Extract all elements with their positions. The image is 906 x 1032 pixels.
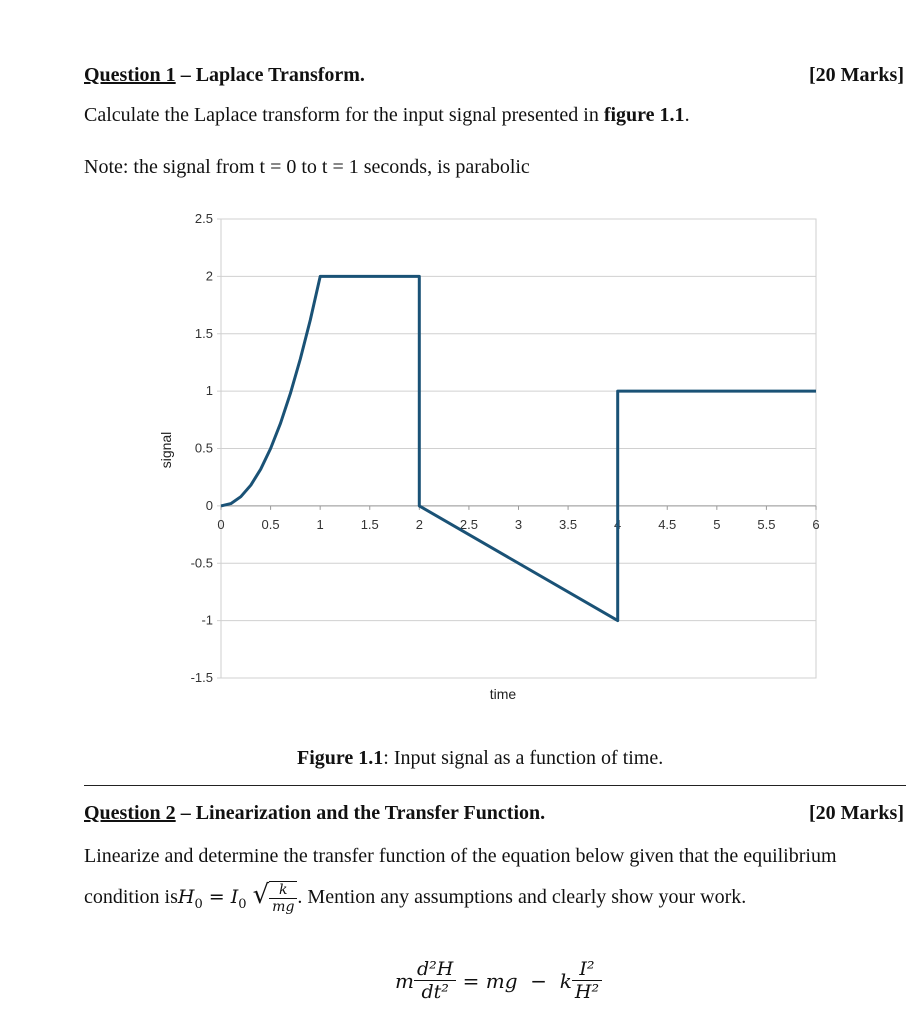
cond-rhs-sub: 0 [238,896,247,912]
y-tick-label: 0 [205,497,213,513]
signal-chart [140,205,840,715]
x-tick-label: 0 [217,516,225,532]
cond-rhs: I [230,886,239,908]
sqrt-symbol: √ [252,880,270,910]
q1-instruction [84,104,690,127]
y-tick-label: -1 [201,612,213,628]
cond-frac-num: k [269,882,297,899]
y-tick-label: 2 [205,268,213,284]
q1-marks: [20 Marks] [809,64,904,86]
q1-number: Question 1 [84,64,176,86]
figure-caption-text: : Input signal as a function of time. [383,747,664,769]
x-tick-label: 0.5 [261,516,280,532]
q2-line2-post: . Mention any assumptions and clearly show your work. [297,886,747,908]
x-tick-label: 5.5 [757,516,776,532]
x-tick-label: 4.5 [658,516,677,532]
q1-instruction-post: . [684,104,690,126]
eq-fraction-1 [414,958,456,1003]
eq-frac1-num: d²H [414,958,456,981]
x-tick-label: 3.5 [559,516,578,532]
q1-note: Note: the signal from t = 0 to t = 1 seconds, is parabolic [84,156,530,178]
y-tick-label: 1 [205,383,213,399]
q2-line2-pre: condition is [84,886,178,908]
y-tick-label: 2.5 [194,211,213,226]
x-tick-label: 1 [316,516,324,532]
q1-instruction-pre: Calculate the Laplace transform for the input signal presented in [84,104,604,126]
q1-title: – Laplace Transform. [175,64,365,86]
q2-line1: Linearize and determine the transfer function of the equation below given that the equilibrium [84,845,837,867]
main-equation [395,958,602,1003]
q1-heading [84,64,365,87]
equilibrium-condition [178,880,298,915]
y-tick-label: 0.5 [194,440,213,456]
eq-frac2-den: H² [574,981,600,1003]
cond-lhs-sub: 0 [194,896,203,912]
x-tick-label: 4 [614,516,622,532]
y-tick-label: -0.5 [190,555,213,571]
eq-frac1-den: dt² [421,981,449,1003]
figure-caption-label: Figure 1.1 [297,747,384,769]
chart-grid [217,219,816,678]
x-tick-label: 2 [415,516,423,532]
y-tick-label: 1.5 [194,325,213,341]
cond-fraction [269,881,297,915]
x-axis-title: time [489,686,517,702]
x-tick-label: 6 [812,516,820,532]
q1-figure-ref: figure 1.1 [603,104,685,126]
eq-fraction-2 [572,958,602,1003]
q2-line2 [84,880,746,915]
y-tick-label: -1.5 [190,670,213,685]
x-tick-label: 2.5 [459,516,478,532]
cond-eq: = [202,886,231,908]
x-tick-label: 1.5 [360,516,379,532]
q2-marks: [20 Marks] [809,802,904,824]
figure-caption [297,747,663,770]
q2-heading [84,802,545,825]
eq-m: m [395,968,414,993]
q2-title: – Linearization and the Transfer Function. [175,802,546,824]
y-axis-title: signal [158,431,174,469]
cond-frac-den: mg [272,899,295,915]
x-tick-label: 5 [713,516,721,532]
section-divider [84,785,906,786]
eq-frac2-num: I² [572,958,602,981]
x-tick-label: 3 [514,516,523,532]
cond-lhs: H [177,886,195,908]
q2-number: Question 2 [84,802,176,824]
eq-mid: = mg − k [456,968,572,993]
